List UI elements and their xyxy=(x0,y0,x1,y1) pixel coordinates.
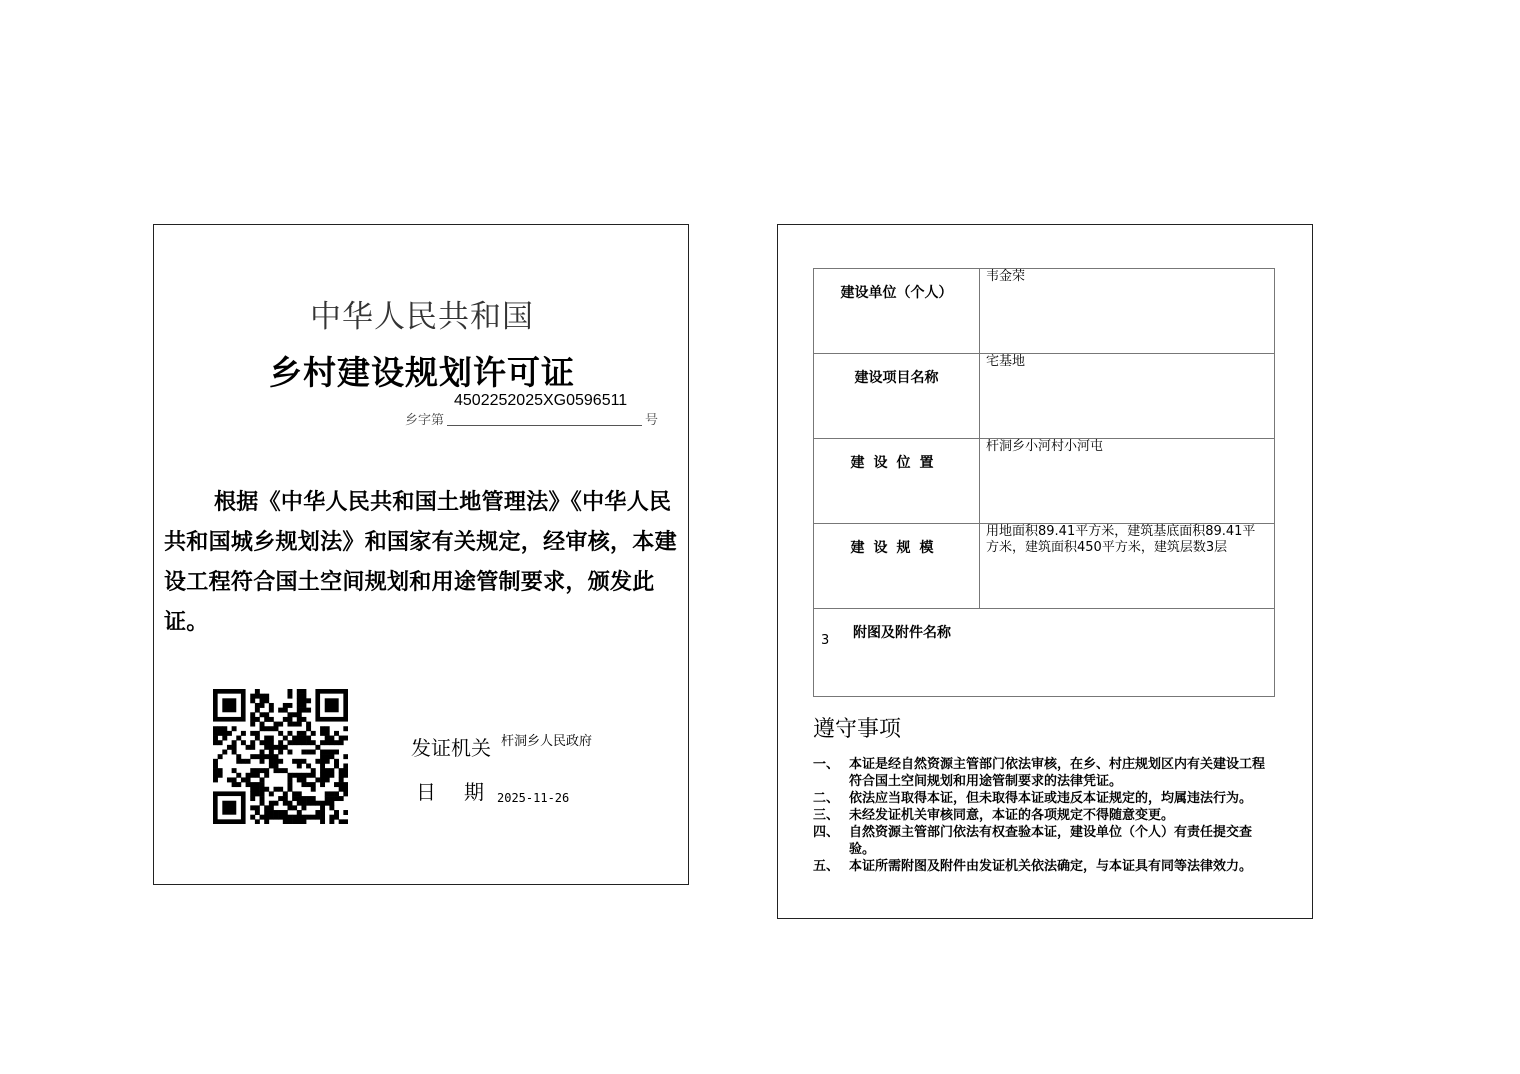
rule-number: 一、 xyxy=(813,757,840,772)
certificate-title: 乡村建设规划许可证 xyxy=(269,353,575,392)
certificate-number: 4502252025XG0596511 xyxy=(454,392,628,409)
certificate-back xyxy=(777,224,1313,919)
rule-text: 未经发证机关审核同意，本证的各项规定不得随意变更。 xyxy=(849,808,1175,823)
table-row xyxy=(814,354,1275,439)
scale-label: 建设规模 xyxy=(814,524,980,609)
certificate-number-prefix: 乡字第 xyxy=(405,413,445,428)
attachment-label: 附图及附件名称 xyxy=(853,625,951,641)
rule-item xyxy=(813,756,1275,790)
country-name: 中华人民共和国 xyxy=(310,299,534,335)
rule-item xyxy=(813,858,1275,875)
attachment-number: 3 xyxy=(821,633,830,648)
unit-label: 建设单位（个人） xyxy=(814,269,980,354)
issuer-value: 杆洞乡人民政府 xyxy=(501,734,593,749)
table-row xyxy=(814,269,1275,354)
rule-item xyxy=(813,790,1275,807)
attachment-cell xyxy=(814,609,1275,697)
location-value: 杆洞乡小河村小河屯 xyxy=(980,439,1275,524)
qr-code xyxy=(213,689,348,824)
certificate-front xyxy=(153,224,689,885)
rule-item xyxy=(813,824,1275,858)
scale-value: 用地面积89.41平方米，建筑基底面积89.41平方米，建筑面积450平方米，建筑层数3层 xyxy=(980,524,1275,609)
rule-text: 自然资源主管部门依法有权查验本证，建设单位（个人）有责任提交查验。 xyxy=(849,825,1253,857)
rule-number: 四、 xyxy=(813,825,840,840)
rule-text: 本证是经自然资源主管部门依法审核，在乡、村庄规划区内有关建设工程符合国土空间规划和用途管制要求的法律凭证。 xyxy=(849,757,1266,789)
project-name-label: 建设项目名称 xyxy=(814,354,980,439)
date-value: 2025-11-26 xyxy=(497,791,570,805)
table-row xyxy=(814,439,1275,524)
rule-number: 五、 xyxy=(813,859,840,874)
rules-title: 遵守事项 xyxy=(813,717,902,742)
certificate-number-suffix: 号 xyxy=(645,413,659,428)
location-label: 建设位置 xyxy=(814,439,980,524)
certificate-number-underline xyxy=(447,425,642,426)
legal-statement: 根据《中华人民共和国土地管理法》《中华人民共和国城乡规划法》和国家有关规定，经审核，本建设工程符合国土空间规划和用途管制要求，颁发此证。 xyxy=(164,490,677,635)
date-label: 日期 xyxy=(416,780,512,804)
rule-text: 依法应当取得本证，但未取得本证或违反本证规定的，均属违法行为。 xyxy=(849,791,1253,806)
issuer-label: 发证机关 xyxy=(411,736,491,760)
rules-list xyxy=(813,756,1275,875)
unit-value: 韦金荣 xyxy=(980,269,1275,354)
rule-number: 三、 xyxy=(813,808,840,823)
project-info-table xyxy=(813,268,1275,697)
rule-number: 二、 xyxy=(813,791,840,806)
table-row xyxy=(814,524,1275,609)
table-row xyxy=(814,609,1275,697)
project-name-value: 宅基地 xyxy=(980,354,1275,439)
rule-text: 本证所需附图及附件由发证机关依法确定，与本证具有同等法律效力。 xyxy=(849,859,1253,874)
rule-item xyxy=(813,807,1275,824)
